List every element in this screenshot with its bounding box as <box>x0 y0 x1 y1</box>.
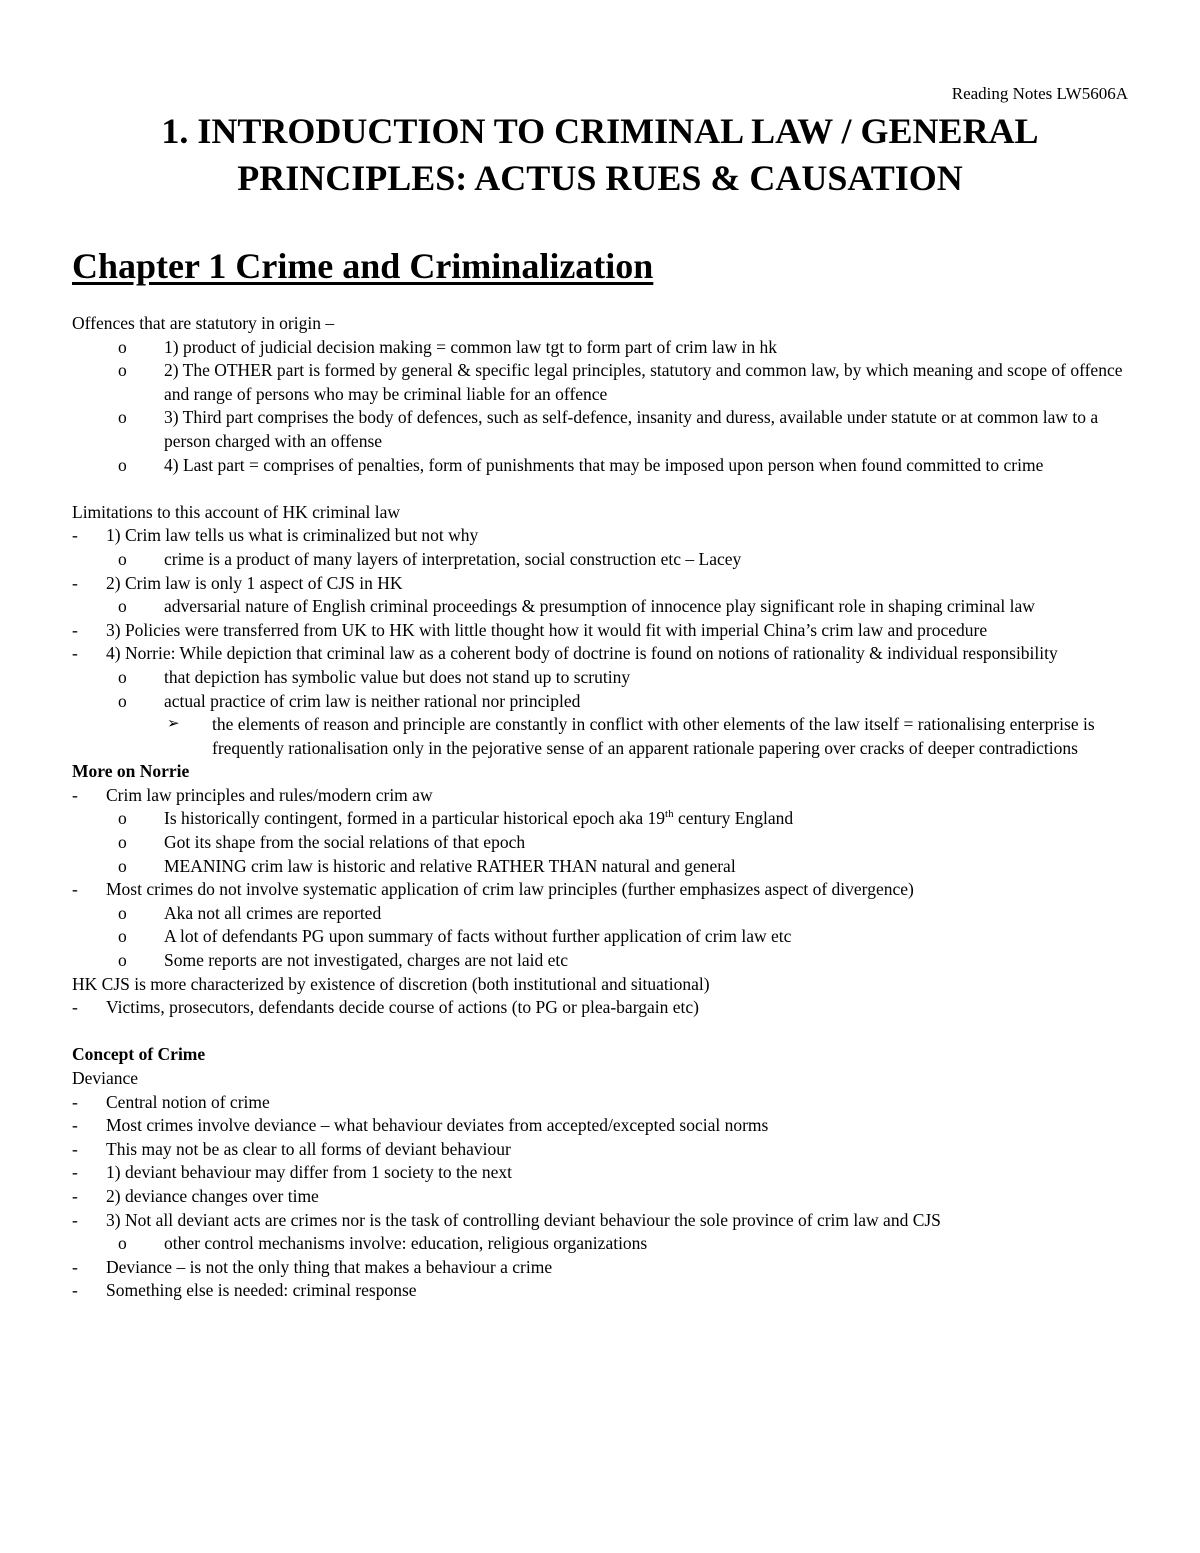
list-item: o 2) The OTHER part is formed by general & specific legal principles, statutory and common law, by which meaning and scope of offence and range of persons who may be criminal liable for an offence <box>118 360 1123 404</box>
list-item: - Victims, prosecutors, defendants decide course of actions (to PG or plea-bargain etc) <box>72 996 1142 1020</box>
circle-bullet-icon: o <box>118 666 127 687</box>
list-item: - Deviance – is not the only thing that makes a behaviour a crime <box>72 1256 1142 1280</box>
list-item: - This may not be as clear to all forms of deviant behaviour <box>72 1138 1142 1162</box>
dash-bullet-icon: - <box>72 1209 78 1230</box>
list-item: o crime is a product of many layers of interpretation, social construction etc – Lacey <box>72 548 1142 572</box>
list-item: - 2) deviance changes over time <box>72 1185 1142 1209</box>
list-item: - Central notion of crime <box>72 1091 1142 1115</box>
circle-bullet-icon: o <box>118 454 127 475</box>
circle-bullet-icon: o <box>118 407 127 428</box>
circle-bullet-icon: o <box>118 548 127 569</box>
dash-bullet-icon: - <box>72 1091 78 1112</box>
circle-bullet-icon: o <box>118 832 127 853</box>
list-item: - 4) Norrie: While depiction that criminal law as a coherent body of doctrine is found on notions of rationality & individual responsibility <box>72 642 1142 666</box>
deviance-subheading: Deviance <box>72 1068 139 1088</box>
list-item: o Got its shape from the social relations of that epoch <box>72 831 1142 855</box>
title-line-1: 1. INTRODUCTION TO CRIMINAL LAW / GENERAL <box>161 111 1039 151</box>
list-item: - 1) Crim law tells us what is criminalized but not why <box>72 524 1142 548</box>
dash-bullet-icon: - <box>72 1256 78 1277</box>
spacer <box>72 1020 1142 1044</box>
list-item: - Crim law principles and rules/modern crim aw <box>72 784 1142 808</box>
circle-bullet-icon: o <box>118 926 127 947</box>
list-item: o Some reports are not investigated, charges are not laid etc <box>72 949 1142 973</box>
list-item: o 1) product of judicial decision making = common law tgt to form part of crim law in hk <box>72 336 1142 360</box>
chapter-heading: Chapter 1 Crime and Criminalization <box>72 246 654 286</box>
circle-bullet-icon: o <box>118 902 127 923</box>
paragraph: HK CJS is more characterized by existence of discretion (both institutional and situational) <box>72 973 710 994</box>
list-item: o Is historically contingent, formed in a particular historical epoch aka 19th century England <box>72 807 1142 831</box>
superscript: th <box>665 808 674 821</box>
circle-bullet-icon: o <box>118 950 127 971</box>
list-item: o MEANING crim law is historic and relative RATHER THAN natural and general <box>72 855 1142 879</box>
list-item: - 3) Policies were transferred from UK to HK with little thought how it would fit with imperial China’s crim law and procedure <box>72 619 1142 643</box>
list-item: o actual practice of crim law is neither rational nor principled <box>72 690 1142 714</box>
list-item: ➢ the elements of reason and principle are constantly in conflict with other elements of the law itself = rationalising enterprise is frequently rationalisation only in the pejorative sense of an apparent rationale papering over cracks of deeper contradictions <box>167 714 1095 758</box>
page-title <box>60 108 1140 202</box>
list-item: o 4) Last part = comprises of penalties, form of punishments that may be imposed upon person when found committed to crime <box>72 454 1142 478</box>
norrie-heading: More on Norrie <box>72 761 190 782</box>
list-item: o Aka not all crimes are reported <box>72 902 1142 926</box>
list-item: o A lot of defendants PG upon summary of facts without further application of crim law etc <box>72 925 1142 949</box>
list-item: - Most crimes involve deviance – what behaviour deviates from accepted/excepted social norms <box>72 1114 1142 1138</box>
list-item: - 1) deviant behaviour may differ from 1 society to the next <box>72 1161 1142 1185</box>
dash-bullet-icon: - <box>72 1185 78 1206</box>
title-line-2: PRINCIPLES: ACTUS RUES & CAUSATION <box>237 158 963 198</box>
circle-bullet-icon: o <box>118 808 127 829</box>
circle-bullet-icon: o <box>118 596 127 617</box>
dash-bullet-icon: - <box>72 1280 78 1301</box>
circle-bullet-icon: o <box>118 360 127 381</box>
limitations-intro: Limitations to this account of HK criminal law <box>72 501 401 522</box>
header-note: Reading Notes LW5606A <box>951 84 1128 103</box>
dash-bullet-icon: - <box>72 1115 78 1136</box>
circle-bullet-icon: o <box>118 855 127 876</box>
document-body <box>72 312 1142 1303</box>
spacer <box>72 477 1142 501</box>
dash-bullet-icon: - <box>72 1138 78 1159</box>
dash-bullet-icon: - <box>72 619 78 640</box>
list-item: - 3) Not all deviant acts are crimes nor is the task of controlling deviant behaviour the sole province of crim law and CJS <box>72 1209 1142 1233</box>
offences-intro: Offences that are statutory in origin – <box>72 313 335 333</box>
dash-bullet-icon: - <box>72 997 78 1018</box>
list-item: - 2) Crim law is only 1 aspect of CJS in HK <box>72 572 1142 596</box>
concept-heading: Concept of Crime <box>72 1044 206 1065</box>
list-item: o that depiction has symbolic value but does not stand up to scrutiny <box>72 666 1142 690</box>
list-item: - Something else is needed: criminal response <box>72 1279 1142 1303</box>
arrow-bullet-icon: ➢ <box>167 716 180 733</box>
dash-bullet-icon: - <box>72 572 78 593</box>
circle-bullet-icon: o <box>118 690 127 711</box>
dash-bullet-icon: - <box>72 784 78 805</box>
dash-bullet-icon: - <box>72 879 78 900</box>
list-item: o 3) Third part comprises the body of defences, such as self-defence, insanity and duress, available under statute or at common law to a person charged with an offense <box>118 407 1099 451</box>
dash-bullet-icon: - <box>72 643 78 664</box>
dash-bullet-icon: - <box>72 525 78 546</box>
list-item: - Most crimes do not involve systematic application of crim law principles (further emphasizes aspect of divergence) <box>72 878 1142 902</box>
list-item: o other control mechanisms involve: education, religious organizations <box>72 1232 1142 1256</box>
list-item: o adversarial nature of English criminal proceedings & presumption of innocence play significant role in shaping criminal law <box>72 595 1142 619</box>
circle-bullet-icon: o <box>118 1233 127 1254</box>
dash-bullet-icon: - <box>72 1162 78 1183</box>
circle-bullet-icon: o <box>118 336 127 357</box>
